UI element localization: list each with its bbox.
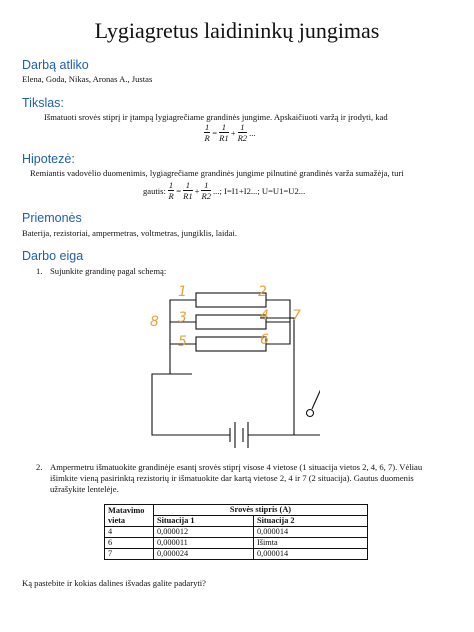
label-5: 5 [178, 334, 187, 350]
label-2: 2 [258, 284, 267, 300]
table-row: 6 0,000011 Išimta [105, 538, 368, 549]
fraction-1-over-r: $\frac{1}{R}$ [168, 180, 174, 201]
step-2-number: 2. [36, 462, 43, 472]
fraction-1-over-r1: $\frac{1}{R1}$ [219, 122, 229, 143]
procedure-heading: Darbo eiga [22, 249, 84, 263]
step-1-text: Sujunkite grandinę pagal schemą: [50, 266, 167, 276]
label-7: 7 [292, 308, 301, 324]
table-header-current: Srovės stipris (A) [154, 505, 368, 516]
page-title: Lygiagretus laidininkų jungimas [94, 18, 380, 43]
aim-text: Išmatuoti srovės stiprį ir įtampą lygiagrečiame grandinės jungime. Apskaičiuoti varžą ir įrodyti, kad [44, 112, 388, 122]
switch-contact [307, 410, 314, 417]
resistor-3 [196, 337, 266, 351]
measurements-table [104, 504, 368, 560]
hypothesis-formula: gautis: $\frac{1}{R}$ = $\frac{1}{R1}$ + $\frac{1}{R2}$ ...; I=I1+I2...; U=U1=U2... [143, 180, 306, 201]
label-4: 4 [260, 308, 269, 324]
fraction-1-over-r: $\frac{1}{R}$ [204, 122, 210, 143]
label-8: 8 [150, 314, 159, 330]
table-row: 7 0,000024 0,000014 [105, 549, 368, 560]
authors-text: Elena, Goda, Nikas, Aronas A., Justas [22, 74, 153, 84]
resistor-1 [196, 293, 266, 307]
equipment-heading: Priemonės [22, 211, 82, 225]
step-2-text: Ampermetru išmatuokite grandinėje esantį srovės stiprį visose 4 vietose (1 situacija vietos 2, 4, 6, 7). Vėliau išimkite vieną pasirinktą rezistorių ir išmatuokite dar kartą vietose 2, 4 ir 7 (2 situacija). Gautus duomenis užrašykite lentelėje. [50, 462, 423, 494]
fraction-1-over-r2: $\frac{1}{R2}$ [201, 180, 212, 201]
table-header-situation-2: Situacija 2 [254, 516, 368, 527]
label-1: 1 [178, 284, 187, 300]
label-6: 6 [260, 332, 269, 348]
equipment-text: Baterija, rezistoriai, ampermetras, voltmetras, jungiklis, laidai. [22, 228, 238, 238]
table-header-place: Matavimo vieta [105, 505, 154, 527]
fraction-1-over-r2: $\frac{1}{R2}$ [237, 122, 248, 143]
resistor-2 [196, 315, 266, 329]
circuit-diagram [140, 278, 320, 458]
authors-heading: Darbą atliko [22, 58, 89, 72]
step-1-number: 1. [36, 266, 43, 276]
hypothesis-text: Remiantis vadovėlio duomenimis, lygiagrečiame grandinės jungime pilnutinė grandinės varža sumažėja, turi [30, 168, 404, 178]
table-header-situation-1: Situacija 1 [154, 516, 254, 527]
label-3: 3 [178, 310, 187, 326]
fraction-1-over-r1: $\frac{1}{R1}$ [183, 180, 193, 201]
hypothesis-heading: Hipotezė: [22, 152, 75, 166]
aim-heading: Tikslas: [22, 96, 64, 110]
switch-lever [312, 382, 320, 409]
aim-formula: $\frac{1}{R}$ = $\frac{1}{R1}$ + $\frac{1}{R2}$ ... [204, 122, 256, 143]
wire-left [152, 374, 230, 435]
table-row: 4 0,000012 0,000014 [105, 527, 368, 538]
conclusion-question: Ką pastebite ir kokias dalines išvadas galite padaryti? [22, 578, 206, 588]
